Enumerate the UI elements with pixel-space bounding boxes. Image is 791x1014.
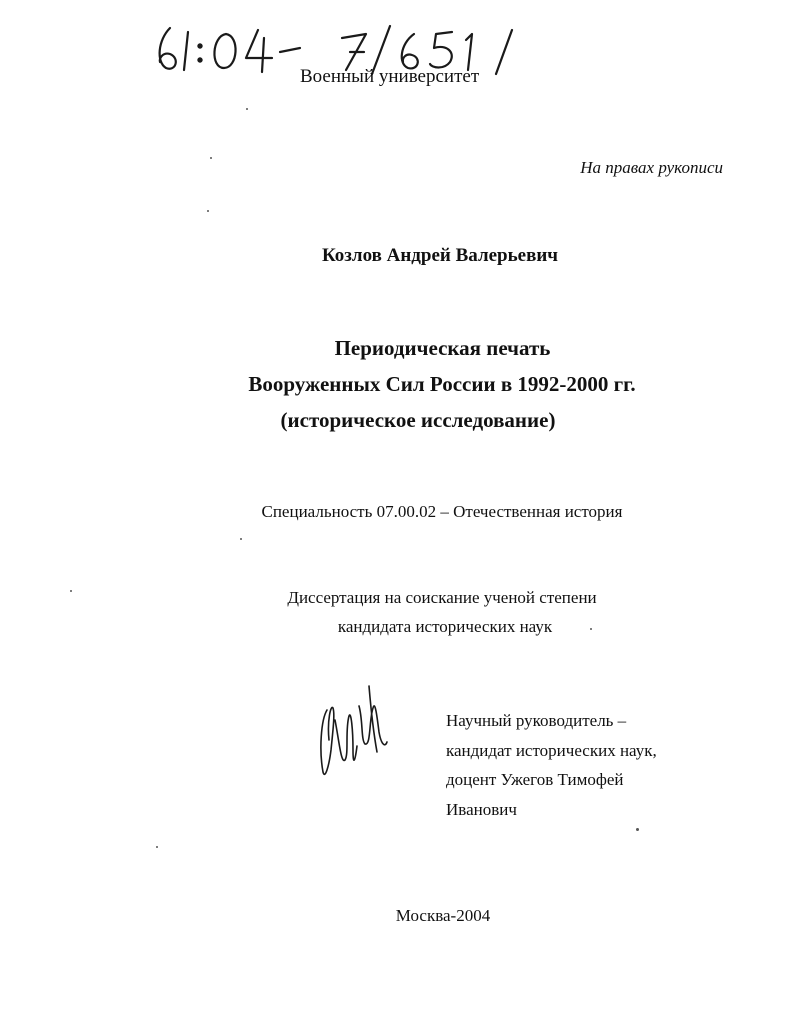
supervisor-first-name: Тимофей <box>557 770 624 789</box>
scan-speck <box>590 628 592 630</box>
title-line-2: Вооруженных Сил России в 1992-2000 гг. <box>248 372 636 396</box>
scan-speck <box>246 108 248 110</box>
author-name: Козлов Андрей Валерьевич <box>321 245 559 266</box>
city-year: Москва-2004 <box>395 906 491 925</box>
supervisor-block <box>446 706 674 824</box>
scan-speck <box>636 828 639 831</box>
specialty-line: Специальность 07.00.02 – Отечественная история <box>261 502 623 521</box>
university-name: Военный университет <box>300 66 480 87</box>
title-line-3: (историческое исследование) <box>280 408 556 432</box>
supervisor-line-4: Иванович <box>446 799 517 819</box>
handwritten-signature <box>315 680 395 785</box>
supervisor-surname: Ужегов <box>500 770 554 789</box>
dissertation-line-1: Диссертация на соискание ученой степени <box>287 588 597 607</box>
supervisor-line-1: Научный руководитель – <box>446 711 627 730</box>
scan-speck <box>210 157 212 159</box>
dissertation-line-2: кандидата исторических наук <box>337 617 553 636</box>
supervisor-line-3 <box>446 765 674 795</box>
title-line-1: Периодическая печать <box>334 336 551 360</box>
scan-speck <box>207 210 209 212</box>
supervisor-rank: доцент <box>446 770 497 789</box>
scan-speck <box>156 846 158 848</box>
scan-speck <box>240 538 242 540</box>
scan-speck <box>70 590 72 592</box>
supervisor-line-2: кандидат исторических наук, <box>446 740 657 760</box>
rights-notice: На правах рукописи <box>580 158 723 177</box>
